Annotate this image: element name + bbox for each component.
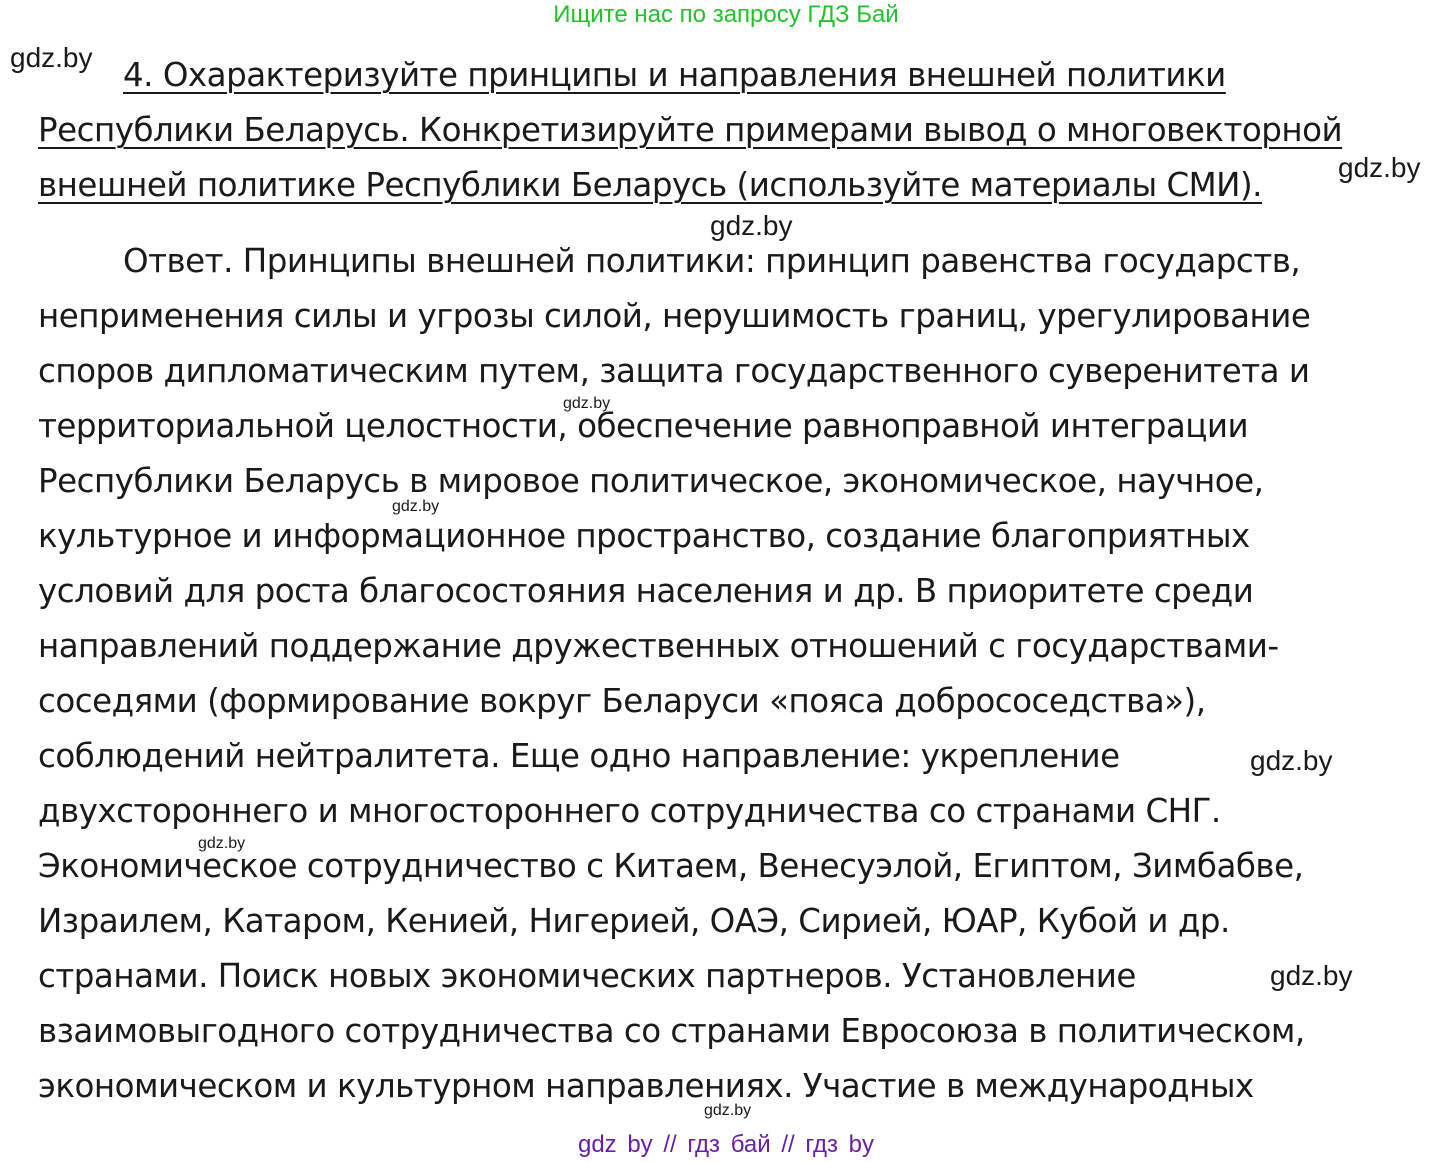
watermark: gdz.by	[704, 1102, 752, 1119]
answer-line: странами. Поиск новых экономических партнеров. Установление	[38, 957, 1136, 995]
answer-line: споров дипломатическим путем, защита государственного суверенитета и	[38, 352, 1310, 390]
answer-line: направлений поддержание дружественных отношений с государствами-	[38, 627, 1279, 665]
question-line: внешней политике Республики Беларусь (используйте материалы СМИ).	[38, 166, 1263, 204]
watermark: gdz.by	[1338, 152, 1421, 183]
watermark: gdz.by	[1270, 960, 1353, 991]
watermark: gdz.by	[392, 498, 440, 515]
answer-line: Экономическое сотрудничество с Китаем, Венесуэлой, Египтом, Зимбабве,	[38, 847, 1304, 885]
footer-links[interactable]: gdz by // гдз бай // гдз by	[577, 1131, 875, 1158]
answer-line: соблюдений нейтралитета. Еще одно направление: укрепление	[38, 737, 1120, 775]
answer-line: условий для роста благосостояния населения и др. В приоритете среди	[38, 572, 1254, 610]
answer-line: Республики Беларусь в мировое политическое, экономическое, научное,	[38, 462, 1264, 500]
answer-line: экономическом и культурном направлениях. Участие в международных	[38, 1067, 1254, 1105]
watermark: gdz.by	[710, 210, 793, 241]
watermark: gdz.by	[563, 395, 611, 412]
answer-block	[38, 234, 1438, 1114]
answer-line: Израилем, Катаром, Кенией, Нигерией, ОАЭ, Сирией, ЮАР, Кубой и др.	[38, 902, 1230, 940]
answer-line: взаимовыгодного сотрудничества со странами Евросоюза в политическом,	[38, 1012, 1305, 1050]
answer-line: неприменения силы и угрозы силой, нерушимость границ, урегулирование	[38, 297, 1311, 335]
question-line: Республики Беларусь. Конкретизируйте примерами вывод о многовекторной	[38, 111, 1343, 149]
answer-line: территориальной целостности, обеспечение равноправной интеграции	[38, 407, 1249, 445]
top-banner: Ищите нас по запросу ГДЗ Бай	[553, 1, 899, 28]
question-line: 4. Охарактеризуйте принципы и направления внешней политики	[123, 56, 1226, 94]
watermark: gdz.by	[198, 835, 246, 852]
watermark: gdz.by	[10, 42, 93, 73]
watermark: gdz.by	[1250, 745, 1333, 776]
answer-line: культурное и информационное пространство, создание благоприятных	[38, 517, 1250, 555]
answer-line: Ответ. Принципы внешней политики: принцип равенства государств,	[123, 242, 1301, 280]
answer-line: двухстороннего и многостороннего сотрудничества со странами СНГ.	[38, 792, 1221, 830]
question-block	[38, 48, 1438, 213]
answer-line: соседями (формирование вокруг Беларуси «пояса добрососедства»),	[38, 682, 1206, 720]
